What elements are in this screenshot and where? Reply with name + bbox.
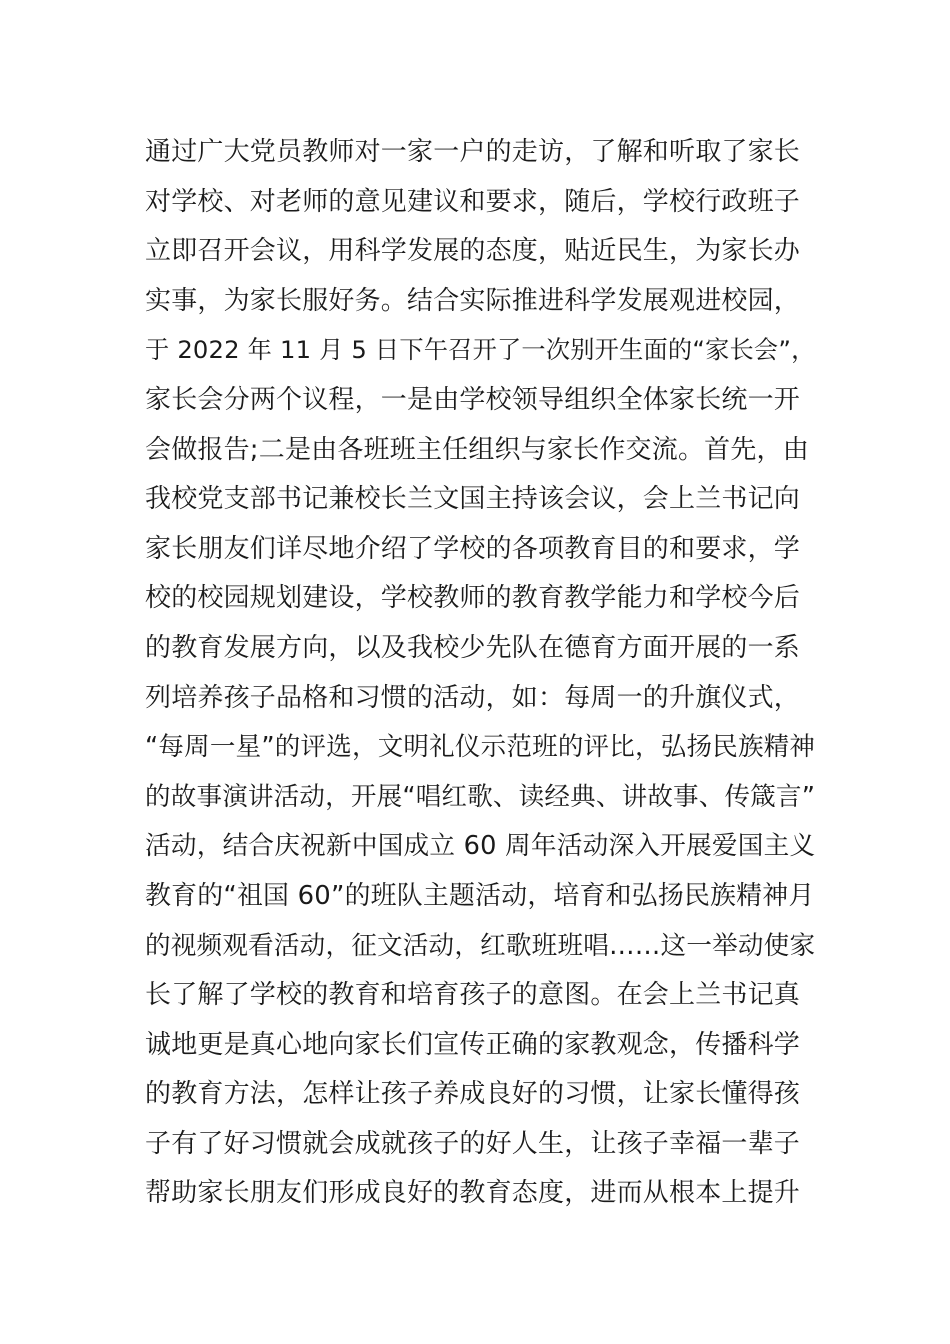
text-line-19: 诚地更是真心地向家长们宣传正确的家教观念，传播科学 bbox=[145, 1029, 801, 1060]
text-line-7: 会做报告;二是由各班班主任组织与家长作交流。首先，由 bbox=[145, 434, 809, 465]
text-line-6: 家长会分两个议程，一是由学校领导组织全体家长统一开 bbox=[145, 384, 801, 415]
text-line-10: 校的校园规划建设，学校教师的教育教学能力和学校今后 bbox=[145, 583, 801, 614]
text-line-12: 列培养孩子品格和习惯的活动，如：每周一的升旗仪式， bbox=[145, 682, 801, 713]
text-line-9: 家长朋友们详尽地介绍了学校的各项教育目的和要求，学 bbox=[145, 533, 801, 564]
text-line-16: 教育的“祖国 60”的班队主题活动，培育和弘扬民族精神月 bbox=[145, 880, 815, 911]
text-line-13: “每周一星”的评选，文明礼仪示范班的评比，弘扬民族精神 bbox=[145, 732, 816, 763]
text-line-15: 活动，结合庆祝新中国成立 60 周年活动深入开展爱国主义 bbox=[145, 831, 816, 862]
text-line-8: 我校党支部书记兼校长兰文国主持该会议，会上兰书记向 bbox=[145, 484, 801, 515]
text-line-17: 的视频观看活动，征文活动，红歌班班唱……这一举动使家 bbox=[145, 930, 816, 961]
text-line-18: 长了解了学校的教育和培育孩子的意图。在会上兰书记真 bbox=[145, 980, 801, 1011]
text-line-4: 实事，为家长服好务。结合实际推进科学发展观进校园， bbox=[145, 285, 801, 316]
text-line-2: 对学校、对老师的意见建议和要求，随后，学校行政班子 bbox=[145, 186, 801, 217]
text-line-1: 通过广大党员教师对一家一户的走访，了解和听取了家长 bbox=[145, 137, 801, 167]
body-paragraph bbox=[145, 128, 815, 1219]
text-line-21: 子有了好习惯就会成就孩子的好人生，让孩子幸福一辈子 bbox=[145, 1128, 801, 1159]
text-line-14: 的故事演讲活动，开展“唱红歌、读经典、讲故事、传箴言” bbox=[145, 781, 816, 812]
text-line-5: 于 2022 年 11 月 5 日下午召开了一次别开生面的“家长会”， bbox=[145, 336, 816, 365]
text-line-11: 的教育发展方向，以及我校少先队在德育方面开展的一系 bbox=[145, 632, 801, 663]
text-line-22: 帮助家长朋友们形成良好的教育态度，进而从根本上提升 bbox=[145, 1178, 801, 1209]
text-line-3: 立即召开会议，用科学发展的态度，贴近民生，为家长办 bbox=[145, 236, 801, 267]
text-line-20: 的教育方法，怎样让孩子养成良好的习惯，让家长懂得孩 bbox=[145, 1079, 801, 1110]
